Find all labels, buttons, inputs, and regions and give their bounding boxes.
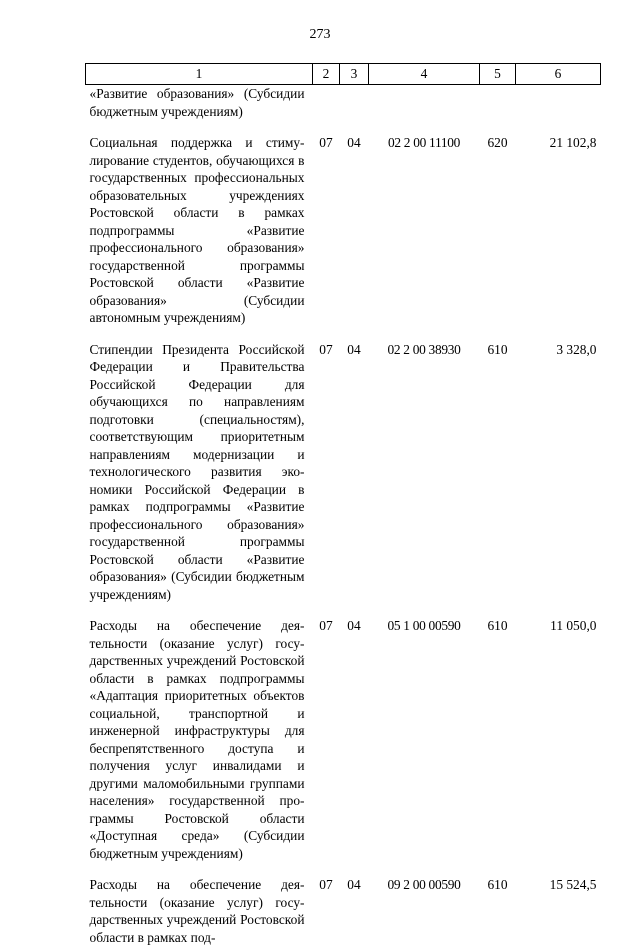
page-number: 273 [309,27,331,42]
column-header-3: 3 [340,64,369,85]
table-row [86,603,601,862]
row-expense-type: 610 [487,618,508,633]
row-amount [516,85,601,121]
row-expense-type: 610 [487,877,508,892]
row-description: «Развитие образования» (Субсидии бюджетным учреждениям) [89,86,305,119]
row-amount: 3 328,0 [556,341,597,357]
row-expense-type: 620 [487,135,508,150]
row-subsection: 04 [347,618,361,633]
row-description: Стипендии Президента Российской Федерации и Правительства Российской Федерации для обучающихся по направлениям подготовки (специальностям), соответствующим приоритетным направлениям модернизации и технологического развития экономики Российской Федерации в рамках подпрограммы «Развитие профессионального образования» государственной программы Ростовской области «Развитие образования» (Субсидии бюджетным учреждениям) [89,341,305,602]
row-subsection: 04 [347,877,361,892]
budget-table [85,63,601,946]
table-row [86,862,601,946]
row-target-code: 09 2 00 00590 [387,877,461,892]
row-description: Расходы на обеспечение деятельности (оказание услуг) государственных учреждений Ростовской области в рамках подпрограммы «Адаптация приоритетных объектов социальной, транспортной и инженерной инфраструктуры для беспрепятственного доступа и получения услуг инвалидами и другими маломобильными группами населения» государственной программы Ростовской области «Доступная среда» (Субсидии бюджетным учреждениям) [89,618,305,861]
row-subsection: 04 [347,341,361,357]
row-amount: 15 524,5 [549,877,597,892]
column-header-5: 5 [480,64,516,85]
table-row [86,327,601,604]
column-header-2: 2 [313,64,340,85]
column-header-6: 6 [516,64,601,85]
column-header-4: 4 [369,64,480,85]
row-amount: 11 050,0 [550,618,597,633]
row-section: 07 [319,618,333,633]
row-target-code [369,85,480,121]
row-section [313,85,340,121]
row-amount: 21 102,8 [549,135,597,150]
table-row [86,120,601,327]
row-section: 07 [319,877,333,892]
row-description: Социальная поддержка и стимулирование студентов, обучающихся в государственных профессиональных образовательных учреждениях Ростовской области в рамках подпрограммы «Развитие профессионального образования» государственной программы Ростовской области «Развитие образования» (Субсидии автономным учреждениям) [89,135,305,325]
row-section: 07 [319,341,333,357]
table-row [86,85,601,121]
row-description: Расходы на обеспечение деятельности (оказание услуг) государственных учреждений Ростовской области в рамках под- [89,877,305,945]
row-expense-type [480,85,516,121]
row-target-code: 05 1 00 00590 [387,618,461,633]
row-subsection: 04 [347,135,361,150]
row-expense-type: 610 [487,341,508,357]
row-section: 07 [319,135,333,150]
row-target-code: 02 2 00 38930 [387,341,461,357]
column-header-1: 1 [86,64,313,85]
table-header-row [86,64,601,85]
row-target-code: 02 2 00 11100 [387,135,461,150]
row-subsection [340,85,369,121]
